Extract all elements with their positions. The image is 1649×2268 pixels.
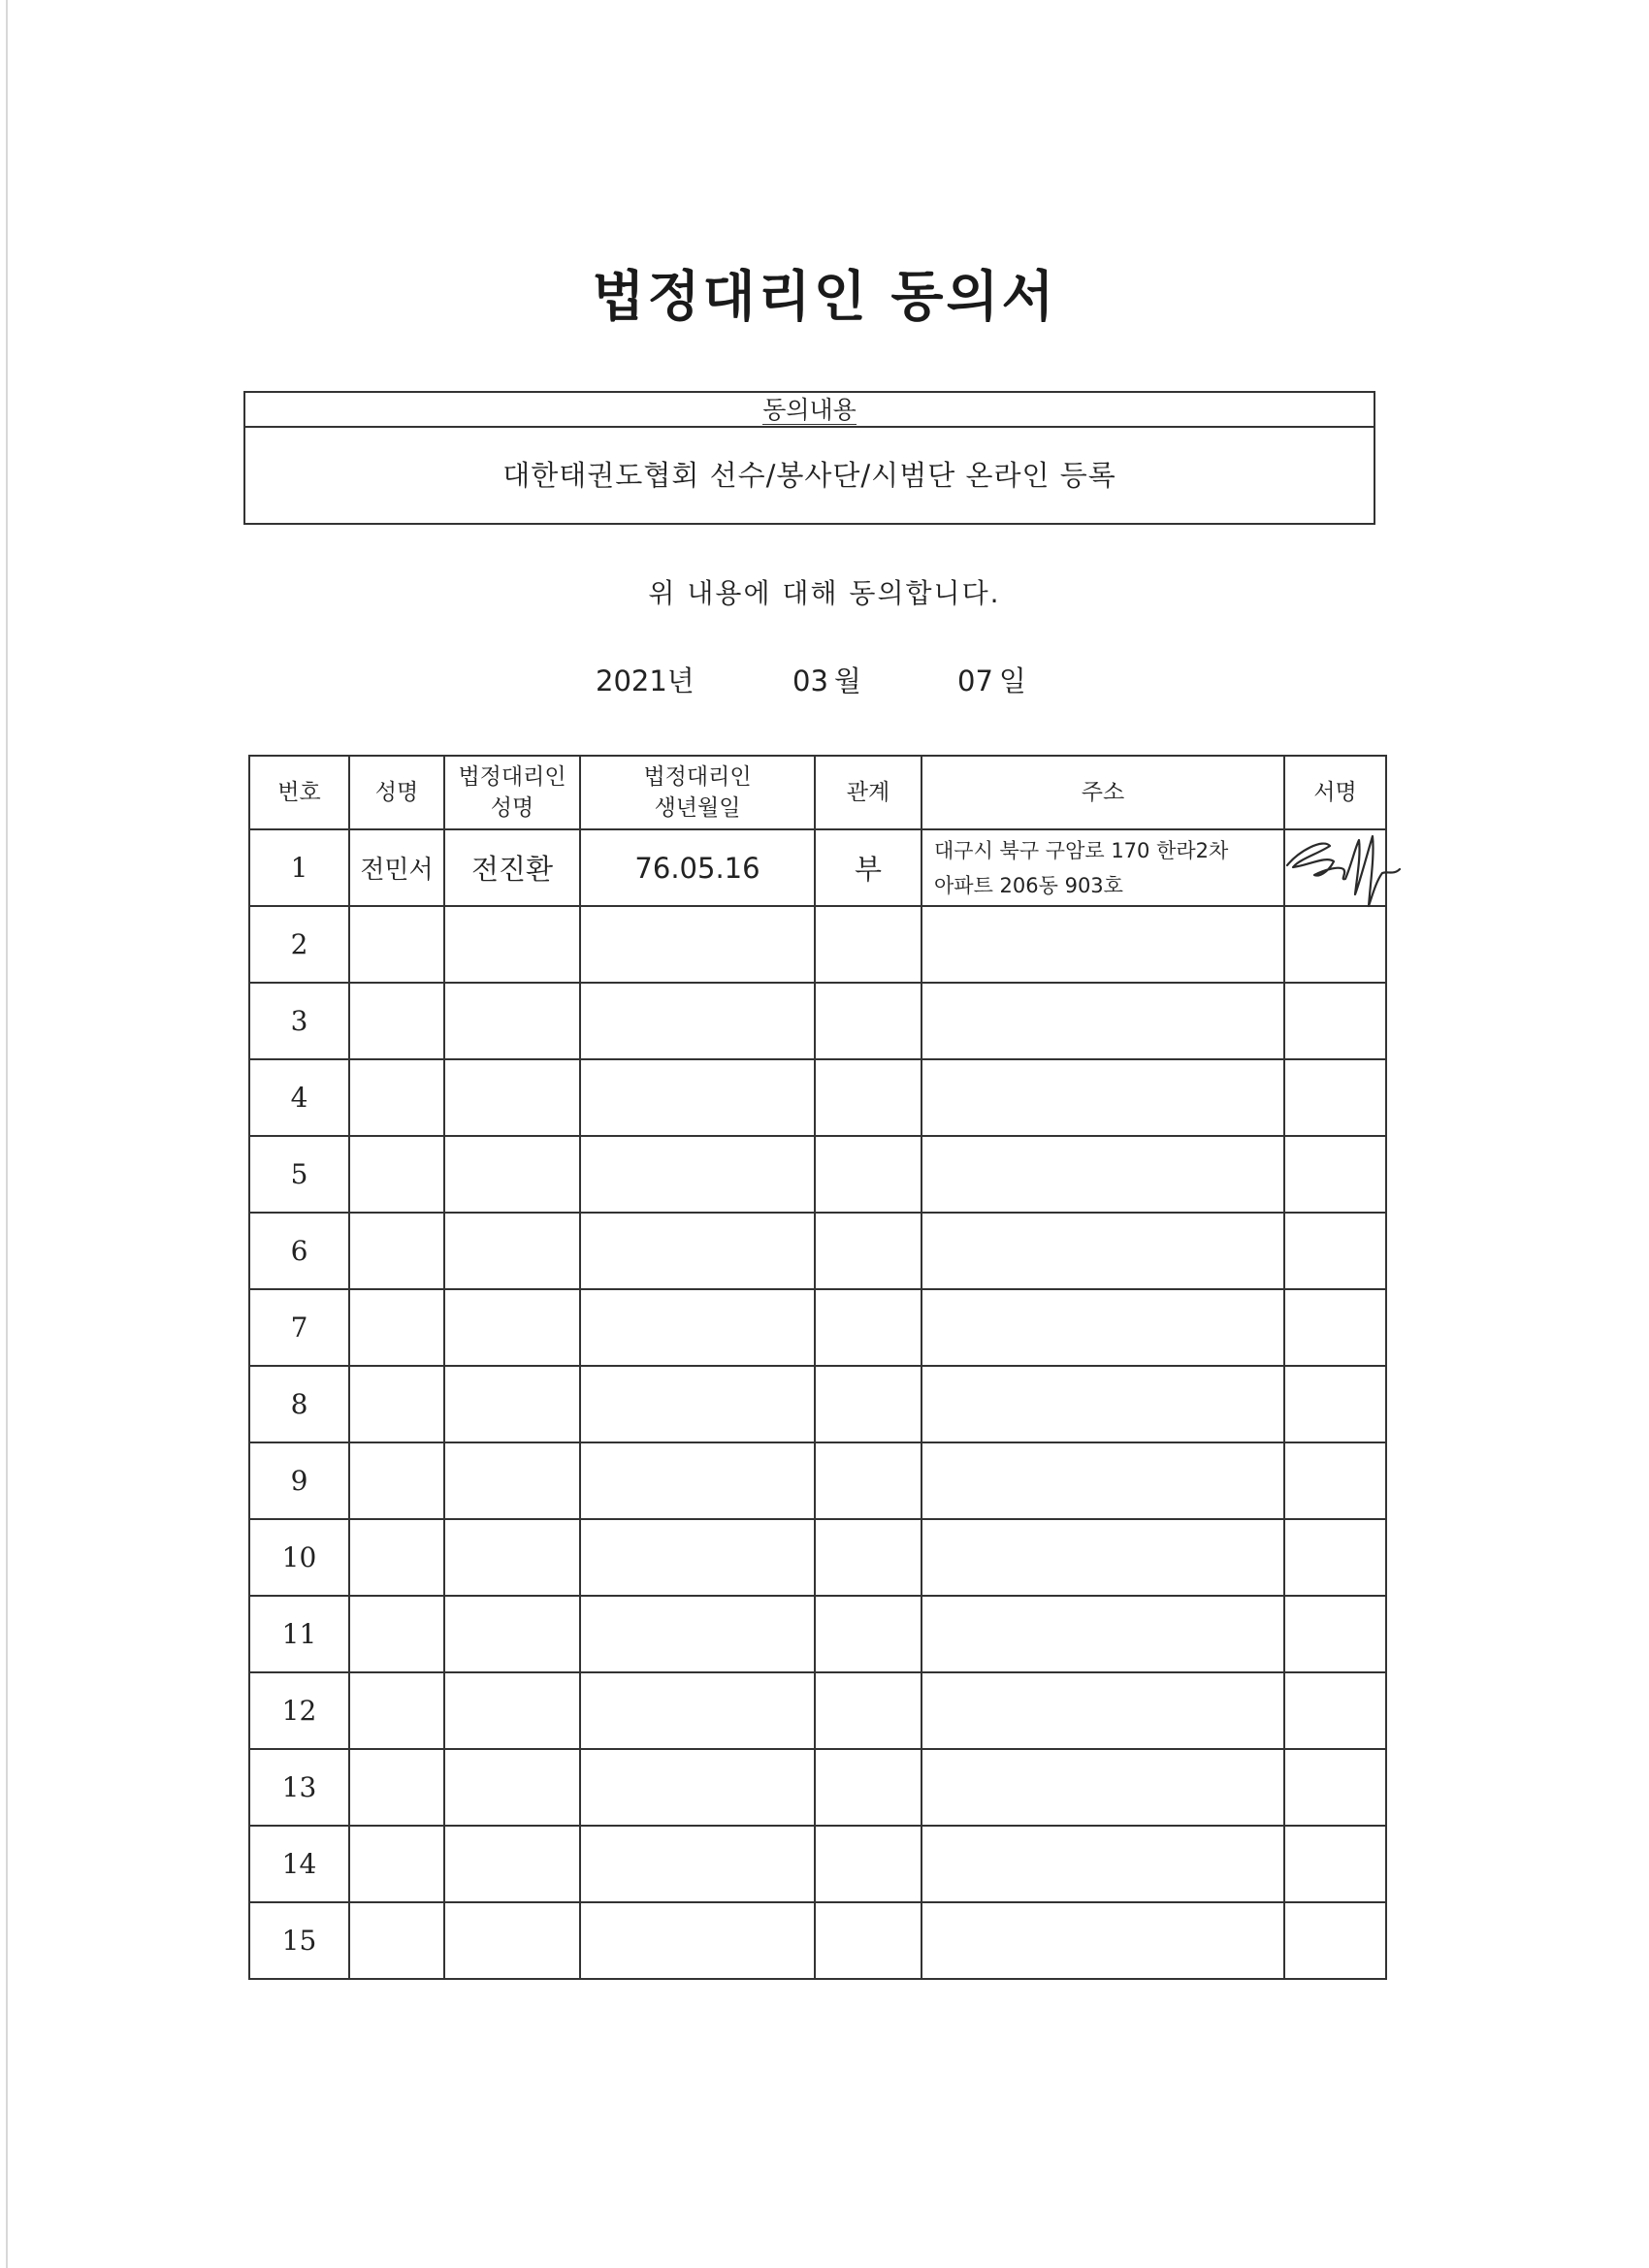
row-relation [815, 1749, 922, 1826]
row-address [922, 1366, 1284, 1442]
row-address-line2: 아파트 206동 903호 [934, 873, 1123, 897]
table-row [249, 1902, 1386, 1979]
row-name [349, 1902, 444, 1979]
row-relation [815, 1672, 922, 1749]
table-row [249, 1366, 1386, 1442]
row-rep-birth [580, 1059, 815, 1136]
row-address [922, 829, 1284, 906]
header-rep-name-line2: 성명 [490, 795, 534, 821]
row-num: 3 [249, 983, 349, 1059]
table-row [249, 1442, 1386, 1519]
row-rep-name [444, 1213, 580, 1289]
row-rep-name [444, 1289, 580, 1366]
row-rep-birth [580, 1366, 815, 1442]
row-relation [815, 1289, 922, 1366]
row-name [349, 1289, 444, 1366]
row-name [349, 1442, 444, 1519]
row-rep-name [444, 1826, 580, 1902]
signature-icon [1279, 826, 1415, 914]
date-day-value: 07 [957, 664, 993, 697]
row-rep-birth [580, 1749, 815, 1826]
row-address [922, 1826, 1284, 1902]
consent-box [243, 391, 1375, 525]
table-row [249, 1289, 1386, 1366]
row-address [922, 1213, 1284, 1289]
date-day [957, 660, 1026, 699]
row-name [349, 983, 444, 1059]
row-address [922, 983, 1284, 1059]
row-rep-birth [580, 1596, 815, 1672]
row-name [349, 1059, 444, 1136]
header-num: 번호 [249, 756, 349, 829]
row-num: 15 [249, 1902, 349, 1979]
row-rep-birth [580, 1902, 815, 1979]
row-name [349, 1519, 444, 1596]
row-rep-name [444, 1059, 580, 1136]
agree-statement: 위 내용에 대해 동의합니다. [648, 577, 1001, 609]
row-num: 11 [249, 1596, 349, 1672]
consent-header-text: 동의내용 [762, 396, 857, 424]
table-row [249, 1596, 1386, 1672]
row-rep-name: 전진환 [444, 829, 580, 906]
table-row [249, 1213, 1386, 1289]
row-signature [1284, 983, 1386, 1059]
row-signature [1284, 1596, 1386, 1672]
row-name [349, 1136, 444, 1213]
table-row [249, 1136, 1386, 1213]
row-signature [1284, 829, 1386, 906]
row-rep-name [444, 1136, 580, 1213]
row-signature [1284, 1059, 1386, 1136]
table-row [249, 1826, 1386, 1902]
row-signature [1284, 1672, 1386, 1749]
row-name [349, 1749, 444, 1826]
row-address [922, 1902, 1284, 1979]
row-num: 10 [249, 1519, 349, 1596]
row-relation [815, 1059, 922, 1136]
row-relation [815, 983, 922, 1059]
header-relation: 관계 [815, 756, 922, 829]
row-name [349, 1672, 444, 1749]
row-relation [815, 1366, 922, 1442]
row-rep-birth [580, 1826, 815, 1902]
row-rep-birth [580, 1442, 815, 1519]
row-num: 6 [249, 1213, 349, 1289]
row-name [349, 1826, 444, 1902]
row-rep-name [444, 906, 580, 983]
row-relation [815, 1826, 922, 1902]
row-num: 13 [249, 1749, 349, 1826]
row-address [922, 1136, 1284, 1213]
row-address [922, 1289, 1284, 1366]
header-rep-name [444, 756, 580, 829]
row-relation: 부 [815, 829, 922, 906]
table-row [249, 1749, 1386, 1826]
row-signature [1284, 1289, 1386, 1366]
row-signature [1284, 1749, 1386, 1826]
row-signature [1284, 1442, 1386, 1519]
row-rep-name [444, 1596, 580, 1672]
row-relation [815, 1442, 922, 1519]
row-relation [815, 1902, 922, 1979]
row-rep-birth [580, 1289, 815, 1366]
table-row [249, 983, 1386, 1059]
row-name [349, 1366, 444, 1442]
consent-header [245, 393, 1374, 428]
row-rep-birth [580, 1672, 815, 1749]
row-num: 9 [249, 1442, 349, 1519]
row-rep-birth [580, 906, 815, 983]
header-rep-birth-line1: 법정대리인 [643, 764, 752, 790]
row-rep-name [444, 1672, 580, 1749]
row-rep-birth [580, 1136, 815, 1213]
row-rep-name [444, 1366, 580, 1442]
table-row [249, 1672, 1386, 1749]
date-day-unit: 일 [998, 664, 1026, 697]
scan-edge [6, 0, 8, 2268]
row-signature [1284, 1366, 1386, 1442]
table-row [249, 1059, 1386, 1136]
row-num: 4 [249, 1059, 349, 1136]
row-address [922, 1596, 1284, 1672]
row-address [922, 1442, 1284, 1519]
row-name [349, 1596, 444, 1672]
table-row [249, 1519, 1386, 1596]
row-rep-name [444, 1749, 580, 1826]
header-rep-birth [580, 756, 815, 829]
row-rep-birth [580, 983, 815, 1059]
header-address: 주소 [922, 756, 1284, 829]
date-month-value: 03 [792, 664, 828, 697]
header-name: 성명 [349, 756, 444, 829]
date-month-unit: 월 [833, 664, 861, 697]
row-rep-birth: 76.05.16 [580, 829, 815, 906]
row-relation [815, 1596, 922, 1672]
row-rep-name [444, 1442, 580, 1519]
row-address [922, 1672, 1284, 1749]
row-signature [1284, 1902, 1386, 1979]
row-signature [1284, 1519, 1386, 1596]
row-num: 8 [249, 1366, 349, 1442]
table-row [249, 829, 1386, 906]
date-month [792, 660, 861, 699]
row-address [922, 1519, 1284, 1596]
row-num: 5 [249, 1136, 349, 1213]
row-name [349, 1213, 444, 1289]
header-rep-name-line1: 법정대리인 [458, 764, 566, 790]
row-name: 전민서 [349, 829, 444, 906]
row-relation [815, 1519, 922, 1596]
row-num: 1 [249, 829, 349, 906]
table-row [249, 906, 1386, 983]
row-num: 2 [249, 906, 349, 983]
row-rep-birth [580, 1519, 815, 1596]
row-relation [815, 906, 922, 983]
row-name [349, 906, 444, 983]
row-rep-name [444, 1902, 580, 1979]
row-signature [1284, 1213, 1386, 1289]
row-rep-birth [580, 1213, 815, 1289]
row-address [922, 906, 1284, 983]
header-signature: 서명 [1284, 756, 1386, 829]
consent-body: 대한태권도협회 선수/봉사단/시범단 온라인 등록 [502, 459, 1116, 492]
row-rep-name [444, 1519, 580, 1596]
row-relation [815, 1213, 922, 1289]
row-signature [1284, 1826, 1386, 1902]
row-num: 7 [249, 1289, 349, 1366]
row-num: 14 [249, 1826, 349, 1902]
row-num: 12 [249, 1672, 349, 1749]
row-address [922, 1749, 1284, 1826]
date-year: 2021년 [596, 664, 695, 697]
table-header-row [249, 756, 1386, 829]
row-signature [1284, 1136, 1386, 1213]
table-body [249, 829, 1386, 1979]
document-title: 법정대리인 동의서 [592, 266, 1057, 329]
row-rep-name [444, 983, 580, 1059]
row-relation [815, 1136, 922, 1213]
guardian-table [248, 755, 1387, 1980]
row-signature [1284, 906, 1386, 983]
header-rep-birth-line2: 생년월일 [654, 795, 741, 821]
row-address-line1: 대구시 북구 구암로 170 한라2차 [934, 838, 1229, 862]
row-address [922, 1059, 1284, 1136]
